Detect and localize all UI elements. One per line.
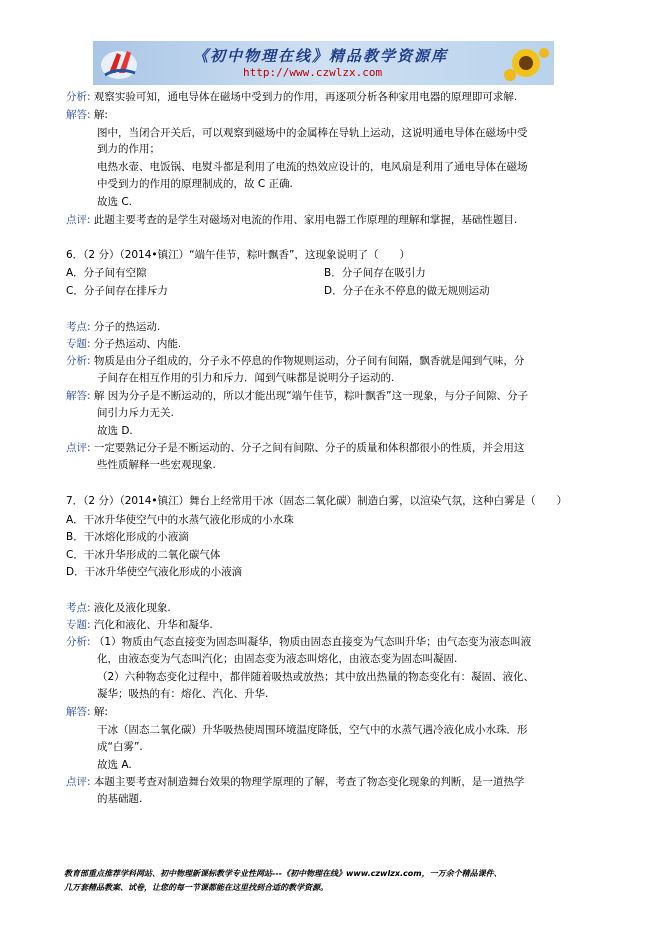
q5-comment [66, 213, 517, 227]
q7-topic-label: 专题: [66, 619, 91, 631]
q6-topic-label: 专题: [66, 338, 91, 350]
logo-icon [99, 43, 139, 83]
q6-option-a: A．分子间有空隙 [66, 267, 147, 279]
q6-option-b: B．分子间存在吸引力 [324, 267, 426, 279]
site-title: 《初中物理在线》精品教学资源库 [193, 47, 449, 65]
q6-answer-label: 解答: [66, 390, 91, 402]
q7-analysis [66, 635, 531, 649]
q6-point-label: 考点: [66, 321, 91, 333]
q7-point-text: 液化及液化现象. [93, 602, 171, 614]
q6-answer-line: 解 因为分子是不断运动的，所以才能出现“端午佳节，粽叶飘香”这一现象，与分子间隙、分子 [93, 390, 529, 402]
q5-answer-line: 故选 C. [97, 196, 133, 208]
q5-analysis [66, 90, 517, 104]
q7-analysis-line: （2）六种物态变化过程中，都伴随着吸热或放热；其中放出热量的物态变化有：凝固、液化、 [97, 671, 535, 683]
q7-stem: 7．（2 分）（2014•镇江）舞台上经常用干冰（固态二氧化碳）制造白雾，以渲染气氛，这种白雾是（ ） [66, 495, 568, 507]
q6-comment-line: 些性质解释一些宏观现象. [97, 459, 216, 471]
q6-point-text: 分子的热运动. [93, 321, 161, 333]
q7-comment [66, 775, 524, 789]
q7-topic-text: 汽化和液化、升华和凝华. [93, 619, 213, 631]
q7-analysis-line: 化，由液态变为气态叫汽化；由固态变为液态叫熔化，由液态变为固态叫凝固. [97, 653, 458, 665]
q6-answer [66, 389, 528, 403]
q6-analysis-line: 物质是由分子组成的，分子永不停息的作物规则运动，分子间有间隔，飘香就是闻到气味，分 [93, 355, 525, 367]
q7-answer-head: 解: [93, 706, 108, 718]
q5-analysis-label: 分析: [66, 91, 91, 103]
footer-line-1: 教育部重点推荐学科网站、初中物理新课标教学专业性网站---《初中物理在线》www.czwlzx.com，一万余个精品课件、 [64, 869, 502, 878]
sunflower-icon [502, 45, 550, 81]
q6-comment-label: 点评: [66, 442, 91, 454]
q6-comment [66, 441, 524, 455]
q6-topic [66, 337, 181, 351]
q5-answer-line: 到力的作用； [97, 143, 160, 155]
q7-option-d: D．干冰升华使空气液化形成的小液滴 [66, 566, 243, 578]
q6-analysis-line: 子间存在相互作用的引力和斥力．闻到气味都是说明分子运动的. [97, 372, 395, 384]
q7-comment-line: 本题主要考查对制造舞台效果的物理学原理的了解，考查了物态变化现象的判断，是一道热学 [93, 776, 525, 788]
q7-analysis-label: 分析: [66, 636, 91, 648]
q5-answer-line: 电热水壶、电饭锅、电熨斗都是利用了电流的热效应设计的，电风扇是利用了通电导体在磁场 [97, 161, 528, 173]
q6-topic-text: 分子热运动、内能. [93, 338, 182, 350]
q7-point-label: 考点: [66, 602, 91, 614]
q5-answer-line: 图中，当闭合开关后，可以观察到磁场中的金属棒在导轨上运动，这说明通电导体在磁场中受 [97, 127, 528, 139]
q6-point [66, 320, 160, 334]
q6-analysis [66, 354, 524, 368]
q6-option-c: C．分子间存在排斥力 [66, 285, 168, 297]
q7-answer-line: 故选 A. [97, 759, 132, 771]
q7-comment-label: 点评: [66, 776, 91, 788]
q7-option-b: B．干冰熔化形成的小液滴 [66, 531, 189, 543]
q5-comment-label: 点评: [66, 214, 91, 226]
q7-analysis-line: （1）物质由气态直接变为固态叫凝华，物质由固态直接变为气态叫升华；由气态变为液态叫液 [93, 636, 532, 648]
q7-option-c: C．干冰升华形成的二氧化碳气体 [66, 549, 221, 561]
q5-answer [66, 108, 108, 122]
q7-comment-line: 的基础题. [97, 793, 143, 805]
q5-answer-line: 中受到力的作用的原理制成的，故 C 正确. [97, 178, 293, 190]
q7-answer-line: 成“白雾”. [97, 741, 143, 753]
q6-comment-line: 一定要熟记分子是不断运动的、分子之间有间隙、分子的质量和体积都很小的性质，并会用这 [93, 442, 525, 454]
q7-topic [66, 618, 213, 632]
q7-analysis-line: 凝华；吸热的有：熔化、汽化、升华. [97, 688, 269, 700]
q6-answer-line: 间引力斥力无关. [97, 407, 174, 419]
footer-line-2: 几万套精品教案、试卷，让您的每一节课都能在这里找到合适的教学资源。 [64, 883, 328, 892]
header-banner [93, 41, 554, 85]
q7-option-a: A．干冰升华使空气中的水蒸气液化形成的小水珠 [66, 514, 294, 526]
q5-comment-text: 此题主要考查的是学生对磁场对电流的作用、家用电器工作原理的理解和掌握，基础性题目. [93, 214, 518, 226]
q7-point [66, 601, 171, 615]
q7-answer-line: 干冰（固态二氧化碳）升华吸热使周围环境温度降低，空气中的水蒸气遇冷液化成小水珠．形 [97, 724, 528, 736]
q7-answer-label: 解答: [66, 706, 91, 718]
q6-option-d: D．分子在永不停息的做无规则运动 [324, 285, 490, 297]
site-url[interactable]: http://www.czwlzx.com [243, 66, 383, 79]
q5-answer-head: 解: [93, 109, 108, 121]
q5-analysis-text: 观察实验可知，通电导体在磁场中受到力的作用，再逐项分析各种家用电器的原理即可求解. [93, 91, 518, 103]
q5-answer-label: 解答: [66, 109, 91, 121]
q7-answer [66, 705, 108, 719]
q6-answer-line: 故选 D. [97, 425, 133, 437]
q6-stem: 6．（2 分）（2014•镇江）“端午佳节，粽叶飘香”，这现象说明了（ ） [66, 249, 410, 261]
q6-analysis-label: 分析: [66, 355, 91, 367]
